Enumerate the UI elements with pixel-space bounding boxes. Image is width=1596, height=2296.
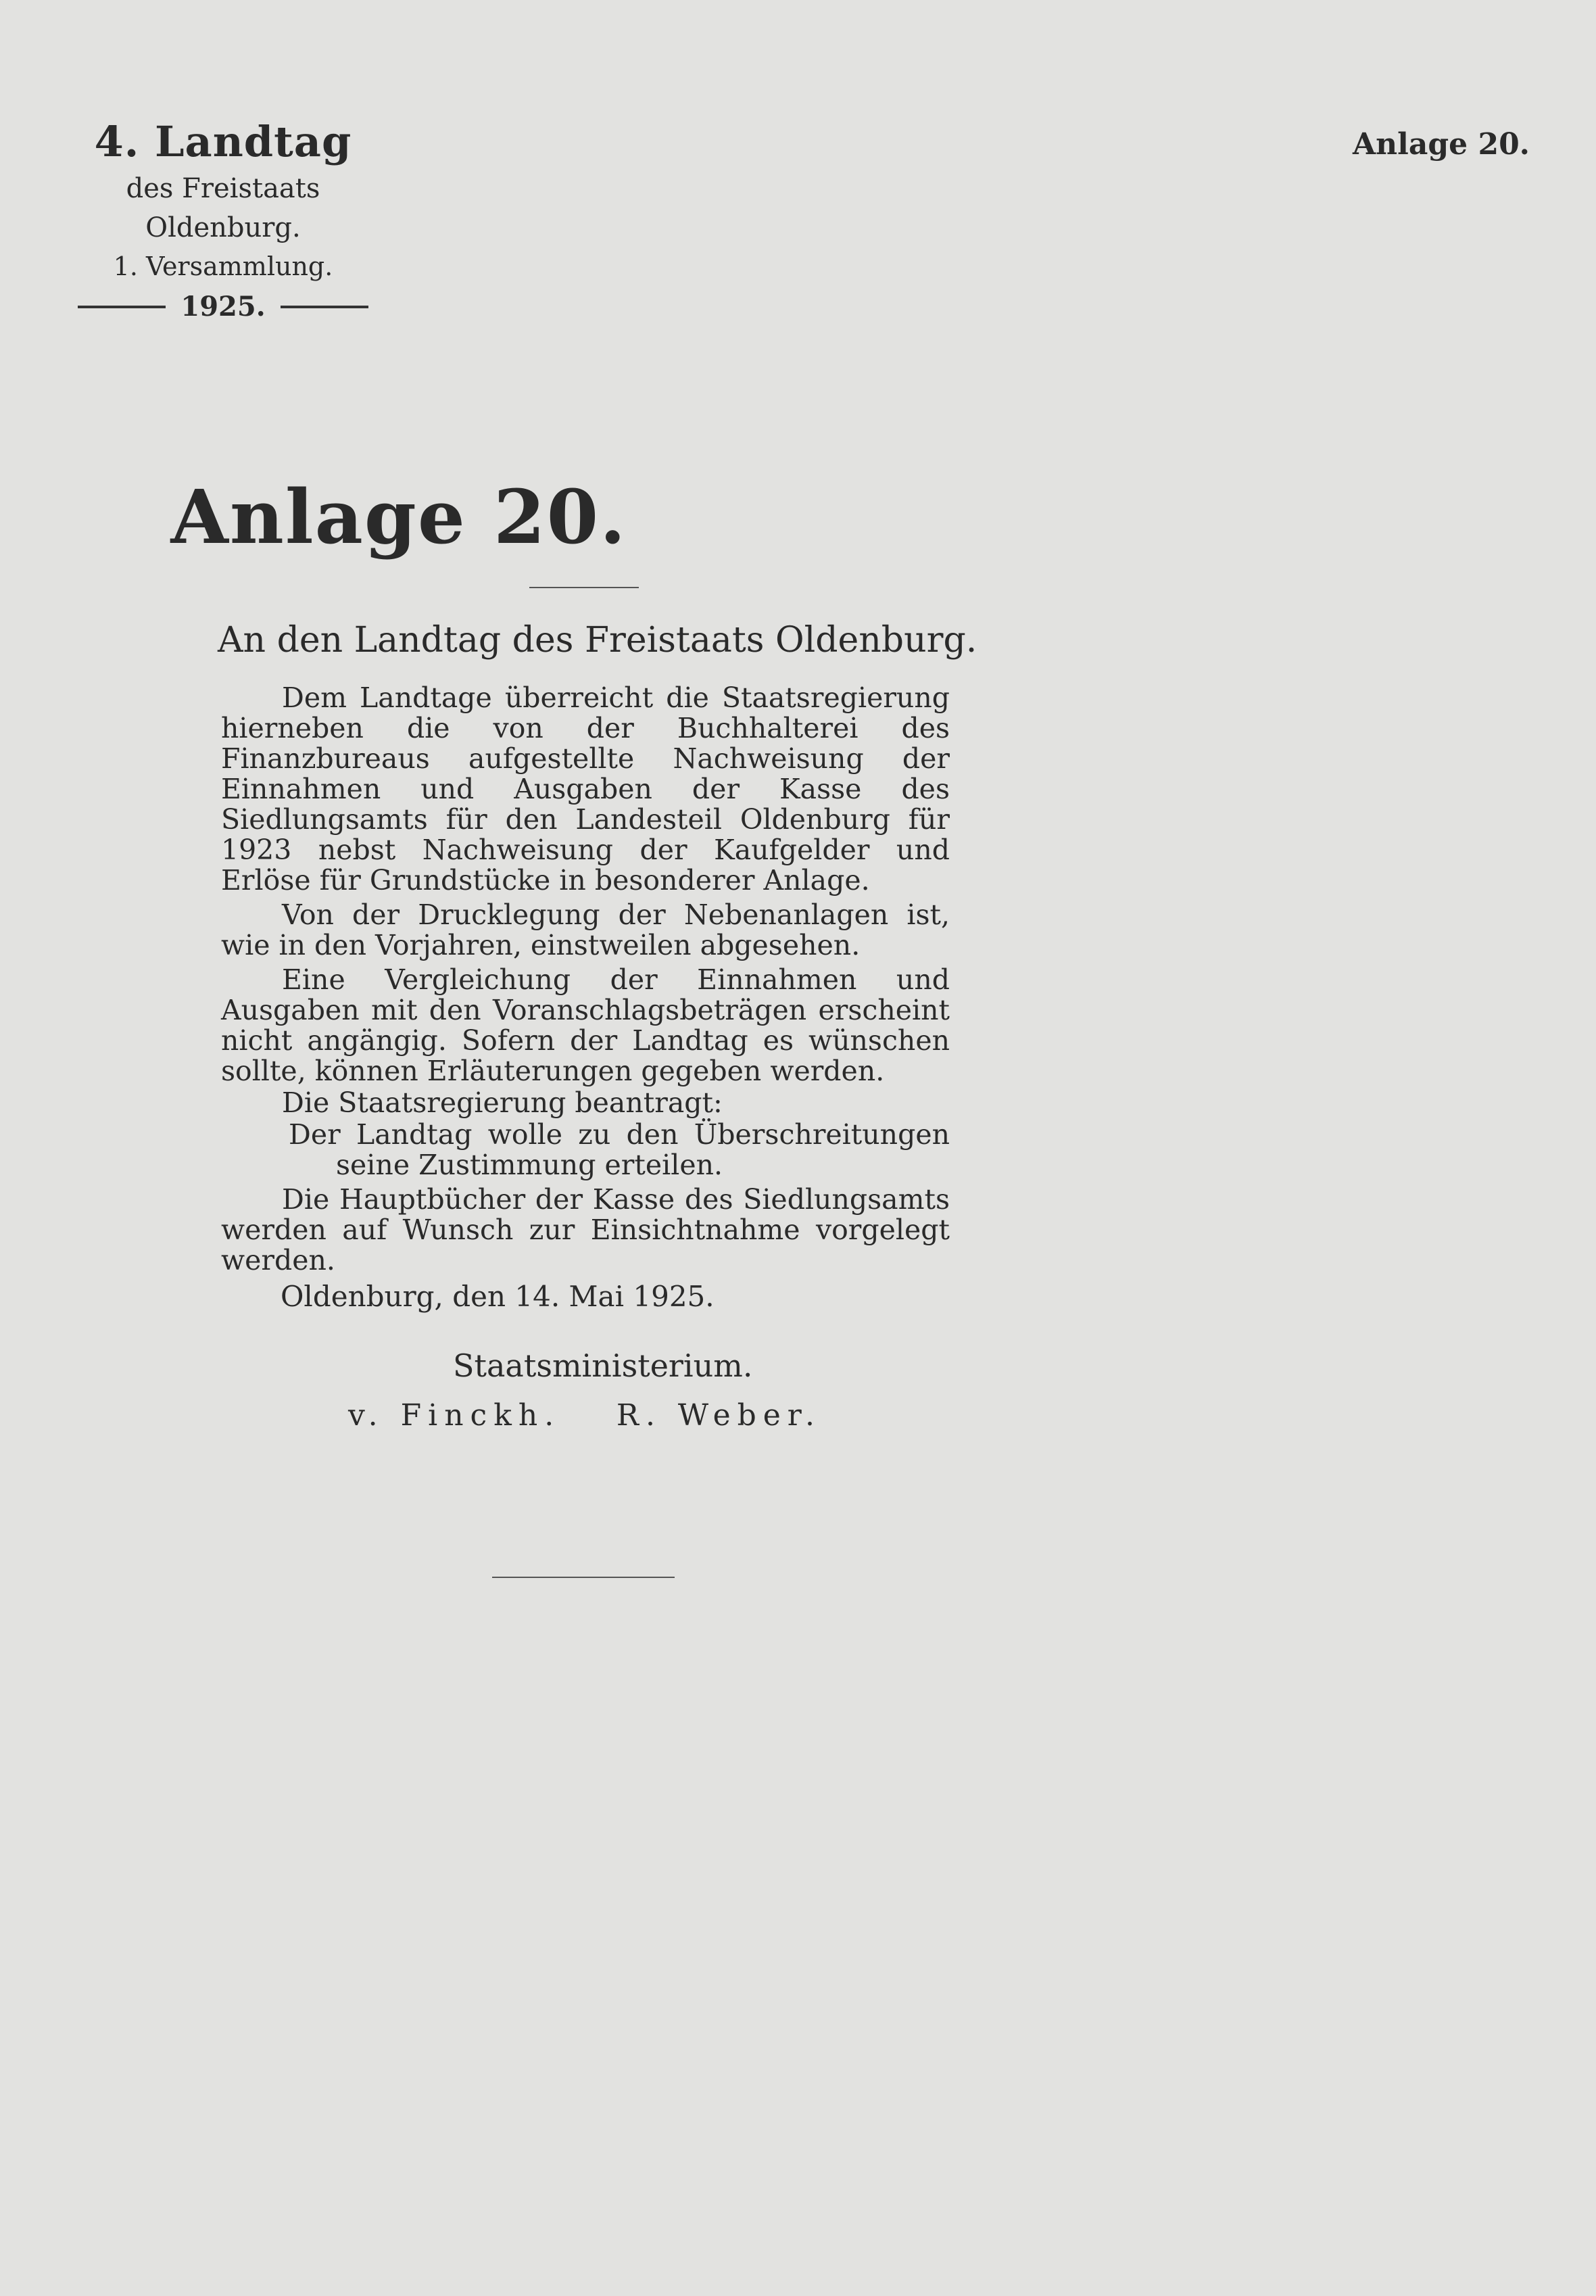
page-title: Anlage 20.	[170, 473, 627, 560]
title-block	[170, 473, 1163, 561]
body-text	[221, 683, 950, 1277]
header-freistaat: des Freistaats Oldenburg.	[126, 173, 320, 243]
paragraph: Die Hauptbücher der Kasse des Siedlungsamts werden auf Wunsch zur Einsichtnahme vorgelegt werden.	[221, 1183, 950, 1276]
year-rule-right	[281, 306, 368, 308]
paragraph: Dem Landtage überreicht die Staatsregierung hierneben die von der Buchhalterei des Finanzbureaus aufgestellte Nachweisung der Einnahmen und Ausgaben der Kasse des Siedlungsamts für den Landesteil Oldenburg für 1923 nebst Nachweisung der Kaufgelder und Erlöse für Grundstücke in besonderer Anlage.	[221, 681, 950, 896]
paragraph: Von der Drucklegung der Nebenanlagen ist, wie in den Vorjahren, einstweilen abgesehen.	[221, 899, 950, 961]
ministry-name: Staatsministerium.	[453, 1347, 753, 1384]
signatures	[348, 1395, 821, 1436]
header-year: 1925.	[180, 291, 266, 322]
signature-weber: R. Weber.	[616, 1398, 821, 1433]
header-anlage-label: Anlage 20.	[1353, 127, 1530, 162]
paragraph: Eine Vergleichung der Einnahmen und Ausgaben mit den Voranschlagsbeträgen erscheint nicht angängig. Sofern der Landtag es wünschen sollte, können Erläuterungen gegeben werden.	[221, 963, 950, 1087]
address-line: An den Landtag des Freistaats Oldenburg.	[218, 620, 977, 661]
header-left-block	[64, 115, 382, 322]
end-divider	[492, 1577, 675, 1578]
title-divider	[529, 587, 639, 588]
header-versammlung: 1. Versammlung.	[113, 252, 333, 281]
header-year-line	[64, 291, 382, 322]
date-line: Oldenburg, den 14. Mai 1925.	[281, 1280, 715, 1313]
paragraph: Die Staatsregierung beantragt:	[282, 1086, 723, 1119]
header-landtag: 4. Landtag	[94, 117, 352, 166]
year-rule-left	[78, 306, 166, 308]
motion-paragraph: Der Landtag wolle zu den Überschreitungen seine Zustimmung erteilen.	[289, 1118, 950, 1181]
signature-finckh: v. Finckh.	[348, 1398, 561, 1433]
